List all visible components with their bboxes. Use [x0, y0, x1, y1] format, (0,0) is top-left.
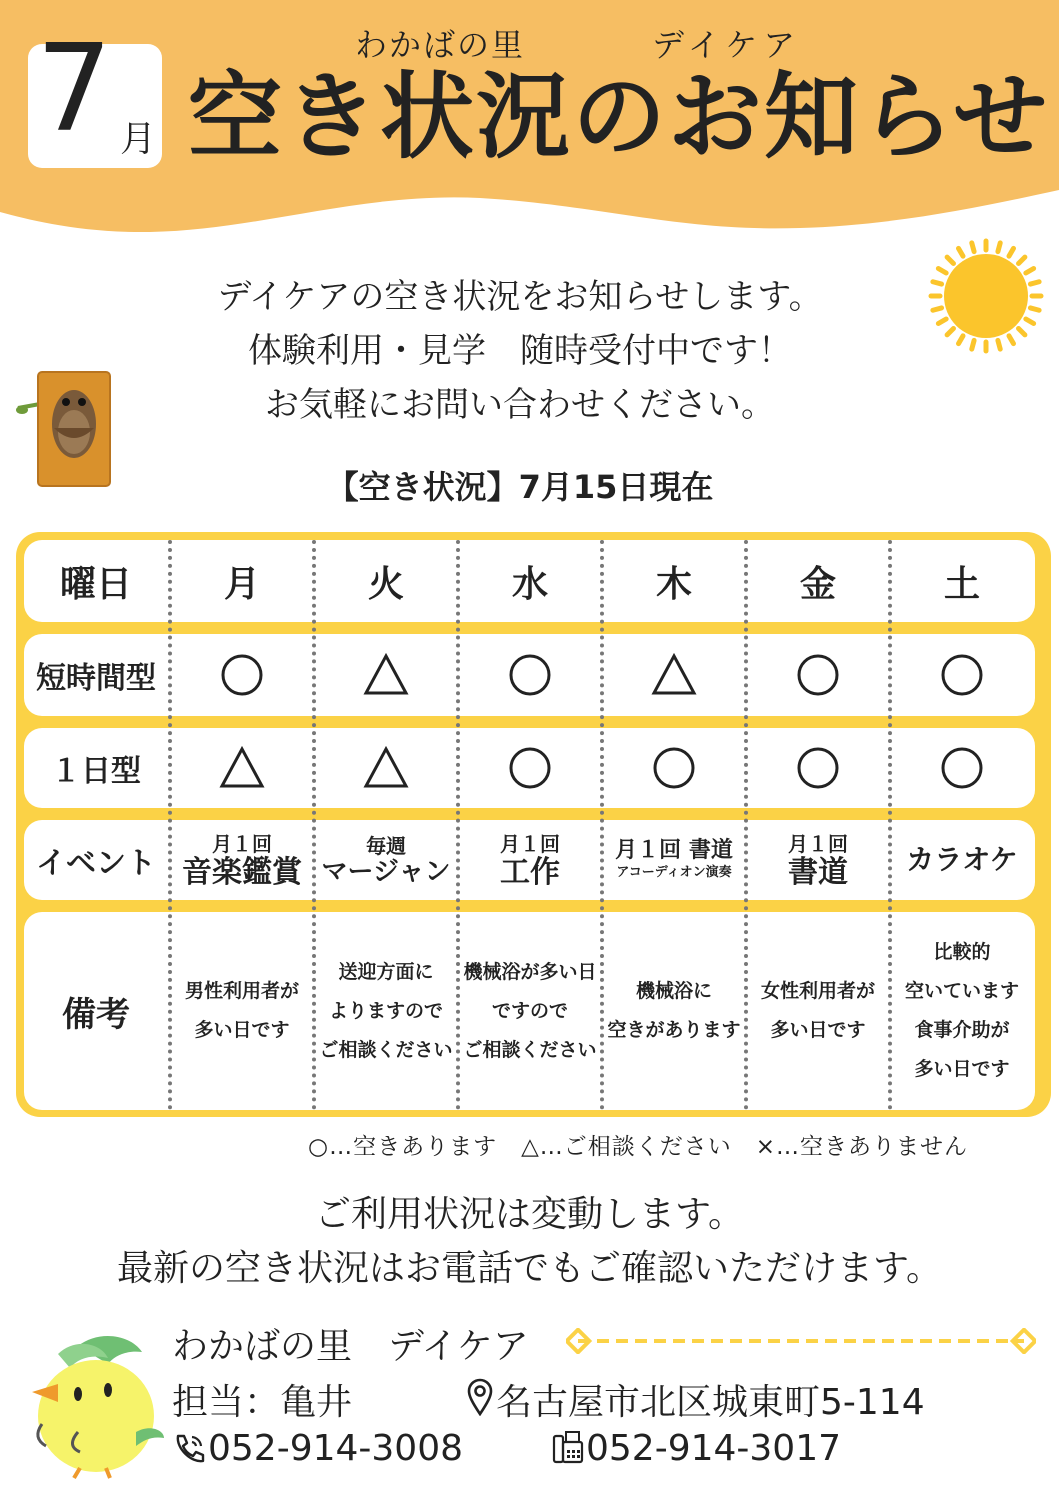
- full-day-label: １日型: [51, 754, 141, 789]
- location-pin-icon: [466, 1378, 494, 1416]
- event-frequency: 月１回 書道: [615, 838, 733, 864]
- available-circle-icon: [507, 652, 553, 698]
- note-line: 男性利用者が: [184, 980, 299, 1002]
- event-frequency: 月１回: [212, 831, 272, 856]
- status-heading: 【空き状況】7月15日現在: [326, 468, 714, 506]
- event-title: 音楽鑑賞: [182, 854, 302, 890]
- event-title: 工作: [500, 854, 560, 890]
- event-row: [24, 820, 1035, 900]
- consult-triangle-icon: [219, 745, 265, 791]
- short-stay-mon: [170, 634, 314, 716]
- full-day-tue: [314, 728, 458, 808]
- note-line: 送迎方面に: [338, 960, 434, 983]
- full-day-sat: [890, 728, 1034, 808]
- consult-triangle-icon: [363, 652, 409, 698]
- note-line: ご相談ください: [463, 1038, 597, 1061]
- note-line: 多い日です: [770, 1019, 866, 1041]
- event-label: イベント: [36, 846, 156, 881]
- available-circle-icon: [939, 745, 985, 791]
- day-header-label: 曜日: [59, 563, 132, 605]
- note-line: 機械浴が多い日: [463, 960, 597, 983]
- consult-triangle-icon: [363, 745, 409, 791]
- note-thu: [602, 912, 746, 1110]
- event-frequency: 月１回: [788, 831, 848, 856]
- service-name: デイケア: [652, 26, 802, 64]
- note-line: 食事介助が: [914, 1019, 1010, 1041]
- note-line: 機械浴に: [635, 980, 712, 1002]
- note-line: 多い日です: [194, 1019, 290, 1041]
- available-circle-icon: [795, 652, 841, 698]
- available-circle-icon: [795, 745, 841, 791]
- sun-icon: [928, 238, 1044, 354]
- short-stay-tue: [314, 634, 458, 716]
- note-line: 比較的: [933, 941, 991, 963]
- note-line: よりますので: [328, 999, 443, 1022]
- intro-line-2: 体験利用・見学 随時受付中です！: [248, 331, 792, 371]
- footer-phone: 052-914-3008: [208, 1428, 464, 1469]
- event-tue: [314, 820, 458, 900]
- full-day-wed: [458, 728, 602, 808]
- fax-icon: [552, 1430, 584, 1466]
- month-unit: 月: [120, 119, 157, 160]
- event-fri: [746, 820, 890, 900]
- intro-line-1: デイケアの空き状況をお知らせします。: [217, 277, 823, 317]
- notes-label: 備考: [62, 994, 130, 1035]
- note-fri: [746, 912, 890, 1110]
- event-title: 書道: [788, 854, 848, 890]
- day-tue: 火: [367, 563, 404, 605]
- short-stay-row: [24, 634, 1035, 716]
- full-day-row: [24, 728, 1035, 808]
- event-title: マージャン: [321, 856, 451, 887]
- column-divider: [312, 540, 316, 1110]
- footer-fax: 052-914-3017: [586, 1428, 842, 1469]
- notice-line-2: 最新の空き状況はお電話でもご確認いただけます。: [116, 1248, 943, 1289]
- footer-contact: 担当：亀井: [172, 1382, 353, 1423]
- column-divider: [168, 540, 172, 1110]
- notice-line-1: ご利用状況は変動します。: [314, 1194, 745, 1235]
- event-sat: [890, 820, 1034, 900]
- phone-icon: [172, 1432, 206, 1466]
- page-title: 空き状況のお知らせ: [188, 63, 1050, 172]
- note-sat: [890, 912, 1034, 1110]
- short-stay-fri: [746, 634, 890, 716]
- note-tue: [314, 912, 458, 1110]
- full-day-fri: [746, 728, 890, 808]
- month-number: 7: [36, 20, 113, 159]
- month-badge: [28, 20, 162, 168]
- note-line: ですので: [491, 999, 568, 1022]
- note-line: 空いています: [904, 980, 1019, 1002]
- event-frequency: 毎週: [366, 833, 406, 858]
- note-line: ご相談ください: [319, 1038, 453, 1061]
- footer-address: 名古屋市北区城東町5-114: [496, 1382, 925, 1423]
- available-circle-icon: [939, 652, 985, 698]
- full-day-mon: [170, 728, 314, 808]
- column-divider: [888, 540, 892, 1110]
- event-subtitle: アコーディオン演奏: [616, 864, 732, 880]
- footer-dotted-line: [566, 1328, 1036, 1354]
- day-mon: 月: [223, 563, 260, 605]
- intro-line-3: お気軽にお問い合わせください。: [265, 385, 775, 425]
- available-circle-icon: [507, 745, 553, 791]
- day-header-row: [24, 540, 1035, 622]
- day-thu: 木: [655, 563, 692, 605]
- event-thu: [602, 820, 746, 900]
- day-wed: 水: [511, 563, 548, 605]
- consult-triangle-icon: [651, 652, 697, 698]
- notes-row: [24, 912, 1035, 1110]
- note-line: 空きがあります: [607, 1019, 741, 1041]
- mascot-illustration: [18, 1328, 166, 1480]
- short-stay-thu: [602, 634, 746, 716]
- available-circle-icon: [219, 652, 265, 698]
- short-stay-sat: [890, 634, 1034, 716]
- footer-org: わかばの里 デイケア: [172, 1326, 529, 1367]
- short-stay-wed: [458, 634, 602, 716]
- facility-name: わかばの里: [355, 26, 526, 64]
- event-mon: [170, 820, 314, 900]
- note-mon: [170, 912, 314, 1110]
- column-divider: [600, 540, 604, 1110]
- note-line: 女性利用者が: [760, 980, 875, 1002]
- column-divider: [744, 540, 748, 1110]
- day-fri: 金: [799, 563, 836, 605]
- note-wed: [458, 912, 602, 1110]
- symbol-legend: ○…空きあります △…ご相談ください ×…空きありません: [308, 1134, 969, 1160]
- day-sat: 土: [943, 563, 980, 605]
- note-line: 多い日です: [914, 1058, 1010, 1080]
- available-circle-icon: [651, 745, 697, 791]
- event-frequency: 月１回: [500, 831, 560, 856]
- event-wed: [458, 820, 602, 900]
- owl-illustration: [14, 368, 114, 490]
- short-stay-label: 短時間型: [36, 661, 156, 696]
- event-title: カラオケ: [906, 842, 1018, 876]
- column-divider: [456, 540, 460, 1110]
- full-day-thu: [602, 728, 746, 808]
